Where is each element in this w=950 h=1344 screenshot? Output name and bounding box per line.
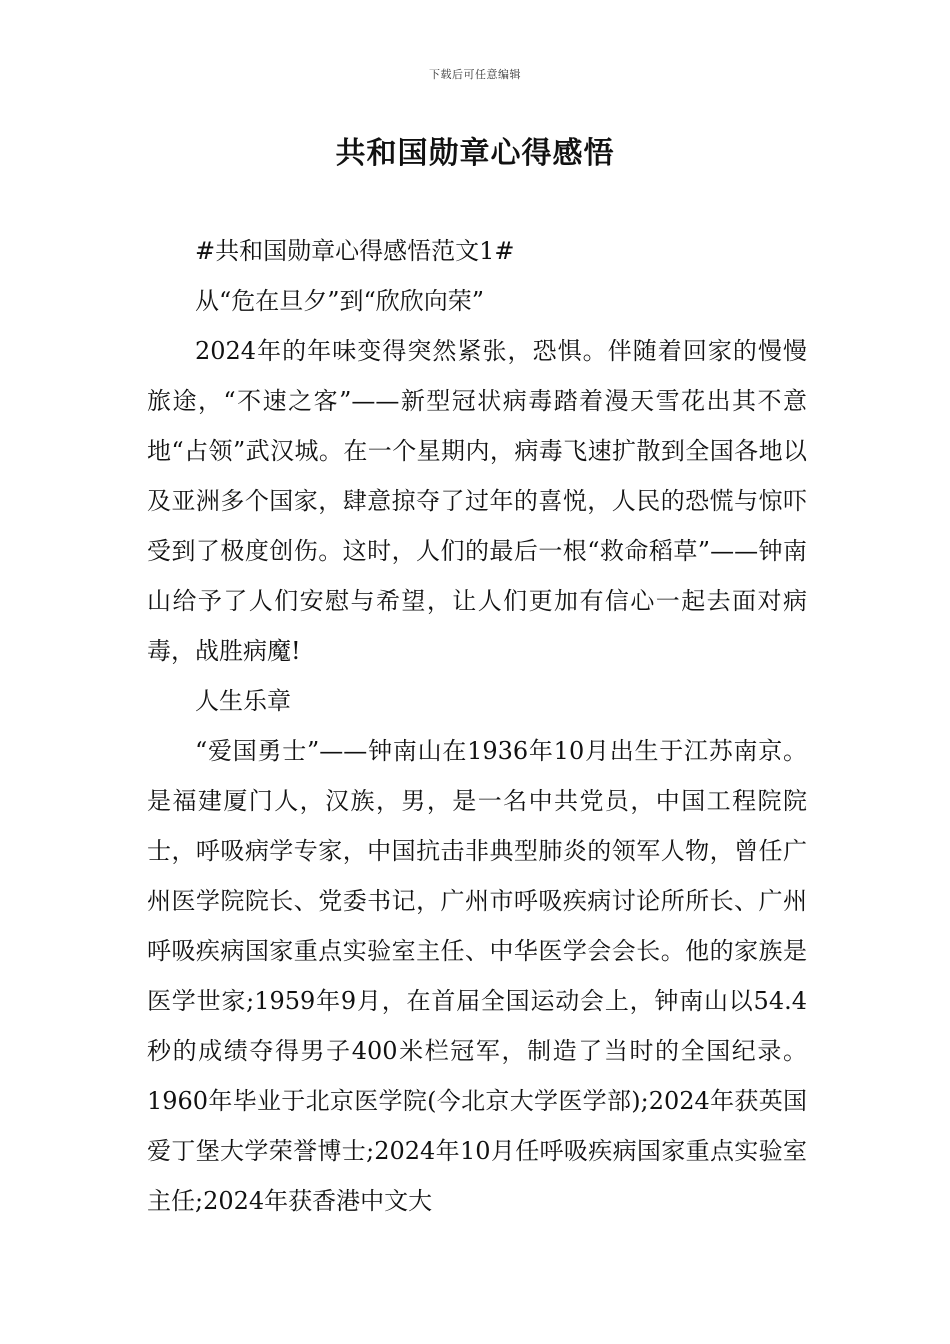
paragraph-subheading: 从“危在旦夕”到“欣欣向荣” xyxy=(195,287,485,315)
header-note: 下载后可任意编辑 xyxy=(429,68,521,81)
paragraph: “爱国勇士”——钟南山在1936年10月出生于江苏南京。是福建厦门人，汉族，男，是一名中共党员，中国工程院院士，呼吸病学专家，中国抗击非典型肺炎的领军人物，曾任广州医学院院长、党委书记，广州市呼吸疾病讨论所所长、广州呼吸疾病国家重点实验室主任、中华医学会会长。他的家族是医学世家;1959年9月，在首届全国运动会上，钟南山以54.4秒的成绩夺得男子400米栏冠军，制造了当时的全国纪录。1960年毕业于北京医学院(今北京大学医学部);2024年获英国爱丁堡大学荣誉博士;2024年10月任呼吸疾病国家重点实验室主任;2024年获香港中文大 xyxy=(147,737,807,1215)
paragraph-subheading: 人生乐章 xyxy=(195,687,291,715)
document-body xyxy=(147,226,807,1226)
document-title: 共和国勋章心得感悟 xyxy=(335,136,615,171)
paragraph-heading: #共和国勋章心得感悟范文1# xyxy=(195,237,515,265)
paragraph: 2024年的年味变得突然紧张，恐惧。伴随着回家的慢慢旅途，“不速之客”——新型冠状病毒踏着漫天雪花出其不意地“占领”武汉城。在一个星期内，病毒飞速扩散到全国各地以及亚洲多个国家，肆意掠夺了过年的喜悦，人民的恐慌与惊吓受到了极度创伤。这时，人们的最后一根“救命稻草”——钟南山给予了人们安慰与希望，让人们更加有信心一起去面对病毒，战胜病魔! xyxy=(147,337,807,665)
